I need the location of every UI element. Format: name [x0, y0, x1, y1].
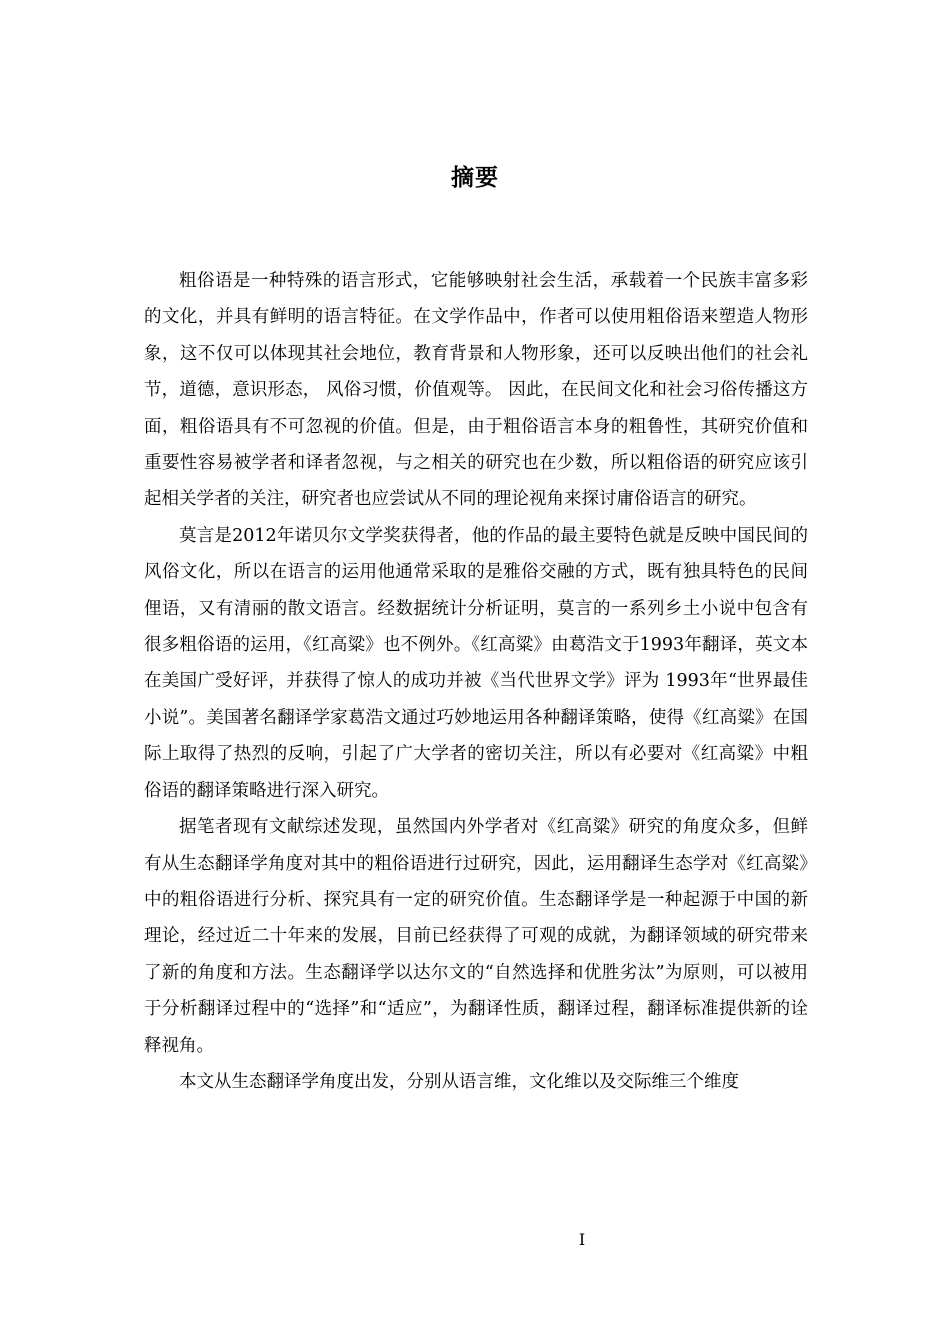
page-number: I: [578, 1230, 586, 1249]
page-title: 摘要: [451, 165, 499, 191]
paragraph-3: 据笔者现有文献综述发现，虽然国内外学者对《红高粱》研究的角度众多，但鲜有从生态翻译学角度对其中的粗俗语进行过研究，因此，运用翻译生态学对《红高粱》中的粗俗语进行分析、探究具有一定的研究价值。生态翻译学是一种起源于中国的新理论，经过近二十年来的发展，目前已经获得了可观的成就，为翻译领域的研究带来了新的角度和方法。生态翻译学以达尔文的“自然选择和优胜劣汰”为原则，可以被用于分析翻译过程中的“选择”和“适应”，为翻译性质，翻译过程，翻译标准提供新的诠释视角。: [144, 817, 808, 1056]
paragraph-2: 莫言是2012年诺贝尔文学奖获得者，他的作品的最主要特色就是反映中国民间的风俗文化，所以在语言的运用他通常采取的是雅俗交融的方式，既有独具特色的民间俚语，又有清丽的散文语言。经数据统计分析证明，莫言的一系列乡土小说中包含有很多粗俗语的运用，《红高粱》也不例外。《红高粱》由葛浩文于1993年翻译，英文本在美国广受好评，并获得了惊人的成功并被《当代世界文学》评为 1993年“世界最佳小说”。美国著名翻译学家葛浩文通过巧妙地运用各种翻译策略，使得《红高粱》在国际上取得了热烈的反响，引起了广大学者的密切关注，所以有必要对《红高粱》中粗俗语的翻译策略进行深入研究。: [144, 525, 808, 801]
abstract-body: [144, 263, 808, 1100]
paragraph-4: 本文从生态翻译学角度出发，分别从语言维，文化维以及交际维三个维度: [179, 1071, 739, 1092]
paragraph-1: 粗俗语是一种特殊的语言形式，它能够映射社会生活，承载着一个民族丰富多彩的文化，并具有鲜明的语言特征。在文学作品中，作者可以使用粗俗语来塑造人物形象，这不仅可以体现其社会地位，教育背景和人物形象，还可以反映出他们的社会礼节，道德，意识形态， 风俗习惯，价值观等。 因此，在民间文化和社会习俗传播这方面，粗俗语具有不可忽视的价值。但是，由于粗俗语言本身的粗鲁性，其研究价值和重要性容易被学者和译者忽视，与之相关的研究也在少数，所以粗俗语的研究应该引起相关学者的关注，研究者也应尝试从不同的理论视角来探讨庸俗语言的研究。: [144, 271, 808, 510]
